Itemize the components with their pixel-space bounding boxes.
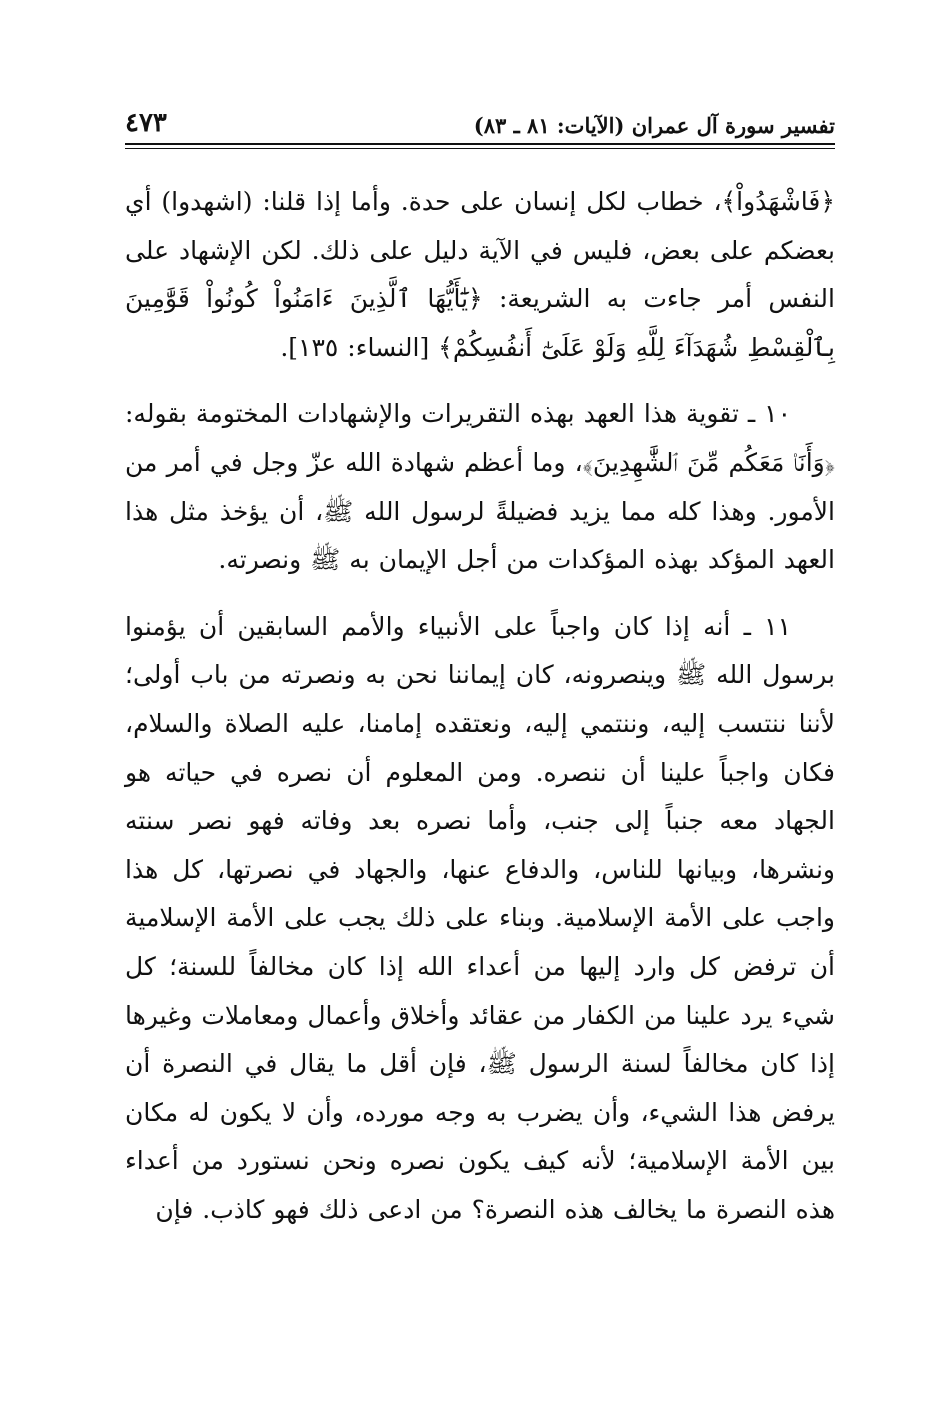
header-rule: [125, 143, 835, 145]
paragraph-1: ﴿فَاشْهَدُواْ﴾، خطاب لكل إنسان على حدة. وأما إذا قلنا: (اشهدوا) أي بعضكم على بعض، فليس في الآية دليل على ذلك. لكن الإشهاد على النفس أمر جاءت به الشريعة: ﴿يَٰٓأَيُّهَا ٱلَّذِينَ ءَامَنُواْ كُونُواْ قَوَّٰمِينَ بِٱلْقِسْطِ شُهَدَآءَ لِلَّهِ وَلَوْ عَلَىٰٓ أَنفُسِكُمْ﴾ [النساء: ١٣٥].: [125, 187, 835, 362]
header-rule-thin: [125, 148, 835, 149]
page-number: ٤٧٣: [125, 108, 167, 138]
running-title: تفسير سورة آل عمران (الآيات: ٨١ ـ ٨٣): [473, 113, 835, 138]
body-text: [125, 178, 835, 1234]
paragraph-point-11: ١١ ـ أنه إذا كان واجباً على الأنبياء والأمم السابقين أن يؤمنوا برسول الله ﷺ وينصرونه، كان إيماننا نحن به ونصرته من باب أولى؛ لأننا ننتسب إليه، وننتمي إليه، ونعتقده إمامنا، عليه الصلاة والسلام، فكان واجباً علينا أن ننصره. ومن المعلوم أن نصره في حياته هو الجهاد معه جنباً إلى جنب، وأما نصره بعد وفاته فهو نصر سنته ونشرها، وبيانها للناس، والدفاع عنها، والجهاد في نصرتها، كل هذا واجب على الأمة الإسلامية. وبناء على ذلك يجب على الأمة الإسلامية أن ترفض كل وارد إليها من أعداء الله إذا كان مخالفاً للسنة؛ كل شيء يرد علينا من الكفار من عقائد وأخلاق وأعمال ومعاملات وغيرها إذا كان مخالفاً لسنة الرسول ﷺ، فإن أقل ما يقال في النصرة أن يرفض هذا الشيء، وأن يضرب به وجه مورده، وأن لا يكون له مكان بين الأمة الإسلامية؛ لأنه كيف يكون نصره ونحن نستورد من أعداء هذه النصرة ما يخالف هذه النصرة؟ من ادعى ذلك فهو كاذب. فإن: [125, 611, 835, 1224]
page-header: [125, 96, 835, 136]
paragraph-point-10: ١٠ ـ تقوية هذا العهد بهذه التقريرات والإشهادات المختومة بقوله: ﴿وَأَنَا۠ مَعَكُم مِّنَ ٱلشَّٰهِدِينَ﴾، وما أعظم شهادة الله عزّ وجل في أمر من الأمور. وهذا كله مما يزيد فضيلةً لرسول الله ﷺ، أن يؤخذ مثل هذا العهد المؤكد بهذه المؤكدات من أجل الإيمان به ﷺ ونصرته.: [125, 399, 835, 575]
